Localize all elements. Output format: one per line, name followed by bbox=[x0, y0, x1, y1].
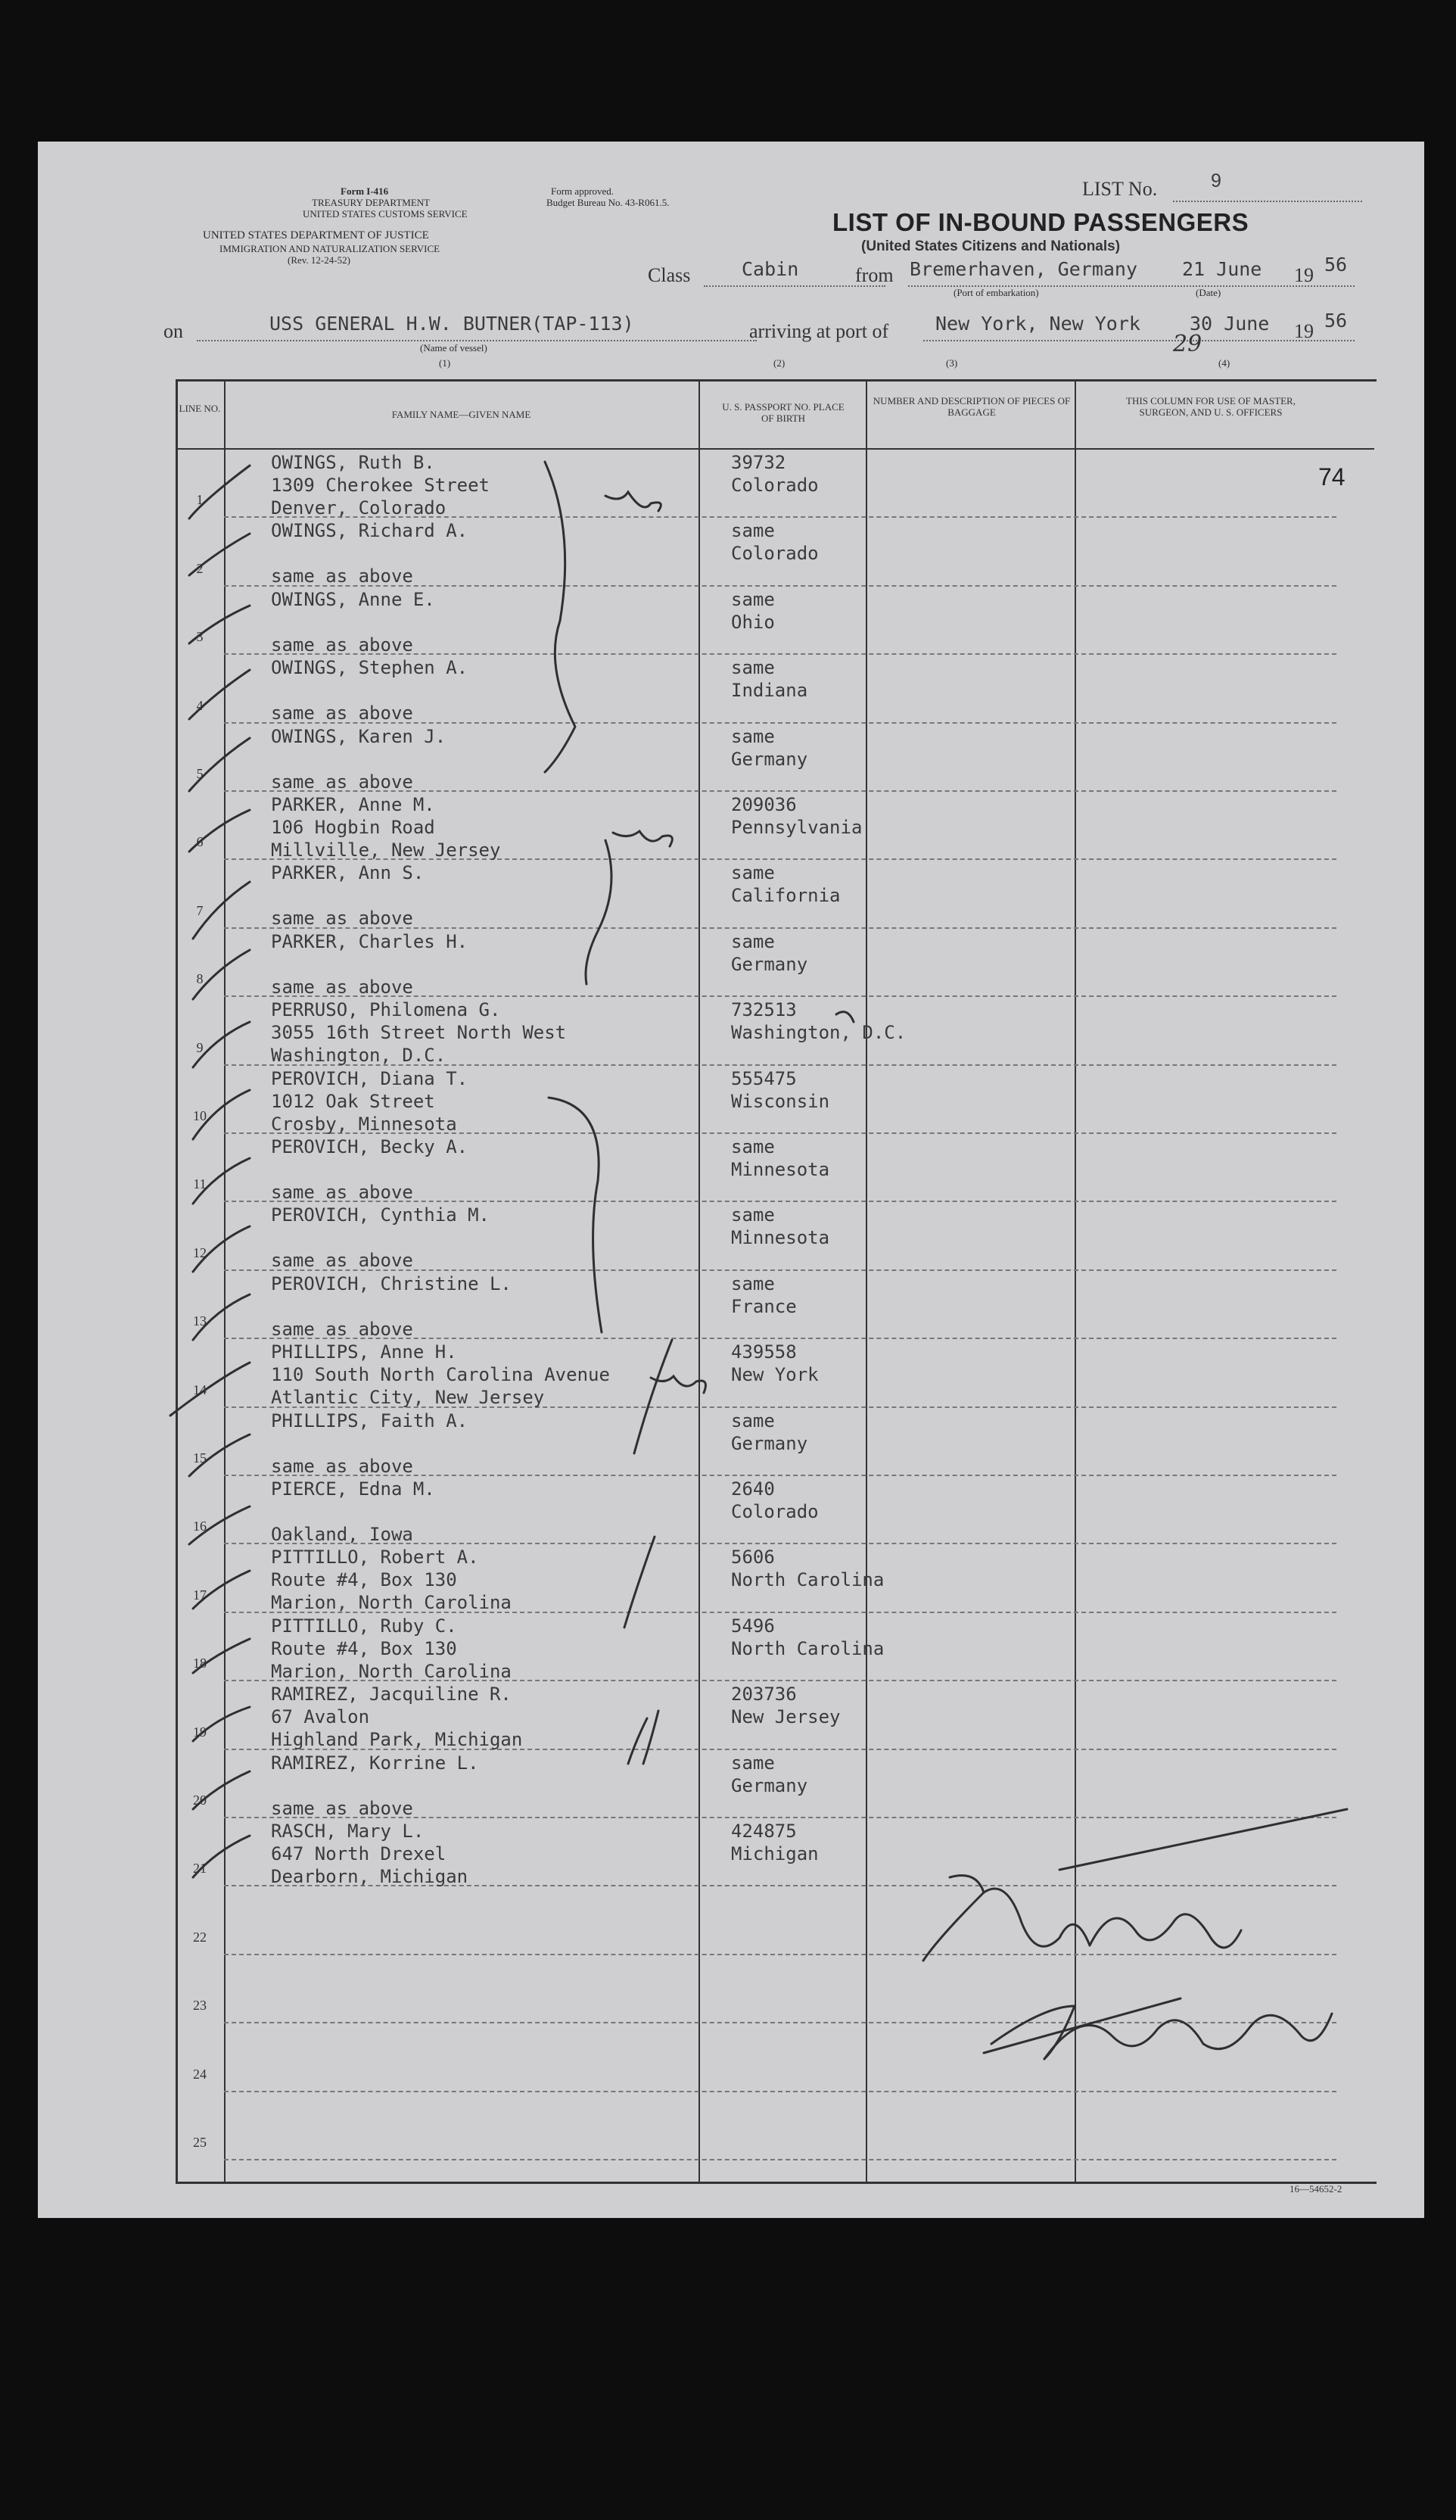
passenger-address: same as above bbox=[271, 1182, 413, 1203]
form-number: Form I-416 bbox=[341, 185, 389, 197]
col-header-line-no: LINE NO. bbox=[179, 403, 221, 414]
margin-count: 74 bbox=[1318, 463, 1346, 491]
row-line-number: 7 bbox=[196, 902, 204, 918]
passenger-name: RASCH, Mary L. bbox=[271, 1821, 425, 1842]
passport-number: 732513 bbox=[731, 999, 797, 1021]
place-of-birth: New Jersey bbox=[731, 1706, 841, 1728]
row-line-number: 16 bbox=[193, 1519, 207, 1534]
passenger-address: same as above bbox=[271, 1797, 413, 1819]
passenger-address: same as above bbox=[271, 702, 413, 724]
col-header-baggage: NUMBER AND DESCRIPTION OF PIECES OF BAGGAGE bbox=[873, 395, 1071, 418]
passenger-name: PEROVICH, Becky A. bbox=[271, 1136, 468, 1157]
place-of-birth: North Carolina bbox=[731, 1569, 885, 1591]
passenger-address: same as above bbox=[271, 1455, 413, 1477]
passenger-address: 647 North Drexel bbox=[271, 1843, 446, 1864]
passenger-address: same as above bbox=[271, 634, 413, 656]
footer-form-code: 16—54652-2 bbox=[1290, 2183, 1342, 2194]
place-of-birth: Germany bbox=[731, 1774, 808, 1796]
passenger-name: OWINGS, Stephen A. bbox=[271, 657, 468, 679]
row-line-number: 23 bbox=[193, 1998, 207, 2014]
place-of-birth: Germany bbox=[731, 748, 808, 770]
passport-number: same bbox=[731, 588, 775, 610]
passenger-address: 110 South North Carolina Avenue bbox=[271, 1364, 610, 1386]
arrival-port: New York, New York bbox=[935, 313, 1140, 335]
dept-treasury: TREASURY DEPARTMENT bbox=[312, 197, 431, 208]
col-header-name: FAMILY NAME—GIVEN NAME bbox=[391, 409, 531, 420]
row-line-number: 25 bbox=[193, 2135, 207, 2150]
passenger-address: 1309 Cherokee Street bbox=[271, 475, 490, 496]
row-line-number: 2 bbox=[196, 560, 204, 576]
caption-3: (3) bbox=[946, 357, 958, 369]
passenger-name: RAMIREZ, Jacquiline R. bbox=[271, 1684, 512, 1705]
place-of-birth: Michigan bbox=[731, 1843, 819, 1864]
departure-date: 21 June bbox=[1182, 258, 1262, 280]
passport-number: same bbox=[731, 1410, 775, 1431]
passport-number: 2640 bbox=[731, 1478, 775, 1500]
class-label: Class bbox=[648, 264, 691, 286]
dept-ins: IMMIGRATION AND NATURALIZATION SERVICE bbox=[219, 243, 440, 254]
passenger-name: PITTILLO, Ruby C. bbox=[271, 1615, 457, 1637]
row-line-number: 8 bbox=[196, 971, 204, 987]
from-label: from bbox=[855, 264, 894, 286]
row-line-number: 24 bbox=[193, 2066, 207, 2082]
row-line-number: 20 bbox=[193, 1793, 207, 1808]
caption-2: (2) bbox=[773, 357, 786, 369]
passenger-address: same as above bbox=[271, 1250, 413, 1272]
year-prefix: 19 bbox=[1294, 264, 1314, 286]
passport-number: 209036 bbox=[731, 794, 797, 815]
row-line-number: 14 bbox=[193, 1381, 207, 1397]
passport-number: 439558 bbox=[731, 1341, 797, 1363]
port-of-embarkation: Bremerhaven, Germany bbox=[910, 258, 1138, 280]
arrival-date: 30 June bbox=[1190, 313, 1270, 335]
document-title: LIST OF IN-BOUND PASSENGERS bbox=[832, 208, 1249, 236]
passenger-address: Route #4, Box 130 bbox=[271, 1637, 457, 1659]
vessel-name: USS GENERAL H.W. BUTNER(TAP-113) bbox=[269, 313, 634, 335]
vessel-caption: (Name of vessel) bbox=[420, 342, 487, 354]
row-line-number: 1 bbox=[196, 492, 204, 508]
row-line-number: 6 bbox=[196, 834, 204, 850]
passenger-address: Millville, New Jersey bbox=[271, 839, 501, 861]
revision: (Rev. 12-24-52) bbox=[288, 254, 350, 266]
date-caption: (Date) bbox=[1196, 287, 1221, 298]
arrival-year-prefix: 19 bbox=[1294, 320, 1314, 342]
place-of-birth: Minnesota bbox=[731, 1159, 830, 1180]
place-of-birth: Indiana bbox=[731, 680, 808, 702]
passenger-name: PITTILLO, Robert A. bbox=[271, 1547, 479, 1568]
place-of-birth: Washington, D.C. bbox=[731, 1022, 907, 1044]
place-of-birth: North Carolina bbox=[731, 1637, 885, 1659]
caption-4: (4) bbox=[1218, 357, 1230, 369]
passenger-address: Dearborn, Michigan bbox=[271, 1866, 468, 1887]
class-value: Cabin bbox=[742, 258, 799, 280]
passenger-name: OWINGS, Ruth B. bbox=[271, 452, 435, 473]
passport-number: same bbox=[731, 520, 775, 542]
row-line-number: 15 bbox=[193, 1450, 207, 1466]
place-of-birth: Colorado bbox=[731, 543, 819, 565]
passenger-address: Oakland, Iowa bbox=[271, 1524, 413, 1545]
place-of-birth: Colorado bbox=[731, 475, 819, 496]
passenger-name: PEROVICH, Christine L. bbox=[271, 1272, 512, 1294]
passenger-address: same as above bbox=[271, 565, 413, 587]
place-of-birth: Ohio bbox=[731, 611, 775, 633]
passenger-name: PARKER, Charles H. bbox=[271, 930, 468, 952]
passenger-name: PEROVICH, Diana T. bbox=[271, 1067, 468, 1089]
list-no-value: 9 bbox=[1211, 170, 1221, 192]
row-line-number: 9 bbox=[196, 1039, 204, 1055]
passport-number: same bbox=[731, 725, 775, 747]
passenger-name: PERRUSO, Philomena G. bbox=[271, 999, 501, 1021]
port-embarkation-caption: (Port of embarkation) bbox=[954, 287, 1039, 298]
place-of-birth: California bbox=[731, 885, 841, 907]
row-line-number: 5 bbox=[196, 766, 204, 781]
arriving-label: arriving at port of bbox=[749, 320, 889, 342]
passport-number: same bbox=[731, 657, 775, 679]
passport-number: 203736 bbox=[731, 1684, 797, 1705]
passport-number: same bbox=[731, 1272, 775, 1294]
row-line-number: 17 bbox=[193, 1587, 207, 1603]
row-line-number: 22 bbox=[193, 1929, 207, 1945]
passport-number: 555475 bbox=[731, 1067, 797, 1089]
place-of-birth: Minnesota bbox=[731, 1227, 830, 1249]
passport-number: same bbox=[731, 1136, 775, 1157]
place-of-birth: France bbox=[731, 1295, 797, 1317]
passport-number: 5496 bbox=[731, 1615, 775, 1637]
passenger-address: Route #4, Box 130 bbox=[271, 1569, 457, 1591]
passenger-address: Marion, North Carolina bbox=[271, 1592, 512, 1614]
place-of-birth: Germany bbox=[731, 1432, 808, 1454]
passenger-name: OWINGS, Karen J. bbox=[271, 725, 446, 747]
passport-number: 39732 bbox=[731, 452, 786, 473]
row-line-number: 11 bbox=[193, 1176, 207, 1192]
passenger-address: Denver, Colorado bbox=[271, 497, 446, 519]
form-approved: Form approved. bbox=[551, 185, 614, 197]
passenger-name: OWINGS, Richard A. bbox=[271, 520, 468, 542]
passenger-address: same as above bbox=[271, 771, 413, 793]
passenger-address: 1012 Oak Street bbox=[271, 1090, 435, 1112]
passenger-address: same as above bbox=[271, 976, 413, 998]
passenger-name: PIERCE, Edna M. bbox=[271, 1478, 435, 1500]
list-no-label: LIST No. bbox=[1082, 178, 1158, 200]
dept-justice: UNITED STATES DEPARTMENT OF JUSTICE bbox=[203, 229, 429, 241]
passenger-name: RAMIREZ, Korrine L. bbox=[271, 1752, 479, 1774]
row-line-number: 19 bbox=[193, 1724, 207, 1740]
passenger-address: Marion, North Carolina bbox=[271, 1660, 512, 1682]
place-of-birth: Wisconsin bbox=[731, 1090, 830, 1112]
dept-customs: UNITED STATES CUSTOMS SERVICE bbox=[303, 208, 468, 220]
budget-bureau: Budget Bureau No. 43-R061.5. bbox=[546, 197, 670, 208]
passenger-name: PARKER, Ann S. bbox=[271, 862, 425, 884]
row-line-number: 4 bbox=[196, 697, 204, 713]
passport-number: same bbox=[731, 1752, 775, 1774]
passenger-address: Highland Park, Michigan bbox=[271, 1729, 523, 1751]
col-header-passport: U. S. PASSPORT NO. PLACE OF BIRTH bbox=[722, 401, 845, 424]
row-line-number: 13 bbox=[193, 1313, 207, 1329]
passenger-name: OWINGS, Anne E. bbox=[271, 588, 435, 610]
passport-number: same bbox=[731, 862, 775, 884]
passport-number: 424875 bbox=[731, 1821, 797, 1842]
row-line-number: 21 bbox=[193, 1861, 207, 1877]
departure-year: 56 bbox=[1324, 254, 1348, 276]
row-line-number: 3 bbox=[196, 629, 204, 645]
passenger-address: same as above bbox=[271, 908, 413, 930]
passenger-address: Washington, D.C. bbox=[271, 1045, 446, 1067]
passenger-address: 67 Avalon bbox=[271, 1706, 370, 1728]
place-of-birth: Colorado bbox=[731, 1501, 819, 1522]
row-line-number: 18 bbox=[193, 1656, 207, 1671]
passenger-address: Atlantic City, New Jersey bbox=[271, 1387, 545, 1409]
on-label: on bbox=[163, 320, 183, 342]
passenger-address: Crosby, Minnesota bbox=[271, 1113, 457, 1135]
passenger-address: 3055 16th Street North West bbox=[271, 1022, 567, 1044]
passenger-name: PEROVICH, Cynthia M. bbox=[271, 1204, 490, 1226]
passenger-address: 106 Hogbin Road bbox=[271, 817, 435, 838]
caption-1: (1) bbox=[439, 357, 451, 369]
row-line-number: 10 bbox=[193, 1108, 207, 1123]
passenger-name: PARKER, Anne M. bbox=[271, 794, 435, 815]
col-header-officers: THIS COLUMN FOR USE OF MASTER, SURGEON, AND U. S. OFFICERS bbox=[1126, 395, 1296, 418]
passport-number: same bbox=[731, 930, 775, 952]
place-of-birth: New York bbox=[731, 1364, 819, 1386]
document-subtitle: (United States Citizens and Nationals) bbox=[861, 238, 1121, 254]
passenger-name: PHILLIPS, Faith A. bbox=[271, 1410, 468, 1431]
row-line-number: 12 bbox=[193, 1244, 207, 1260]
passport-number: 5606 bbox=[731, 1547, 775, 1568]
place-of-birth: Pennsylvania bbox=[731, 817, 863, 838]
passport-number: same bbox=[731, 1204, 775, 1226]
passenger-name: PHILLIPS, Anne H. bbox=[271, 1341, 457, 1363]
passenger-address: same as above bbox=[271, 1318, 413, 1340]
place-of-birth: Germany bbox=[731, 953, 808, 975]
handwritten-arrival-day: 29 bbox=[1173, 331, 1202, 357]
arrival-year: 56 bbox=[1324, 310, 1348, 332]
